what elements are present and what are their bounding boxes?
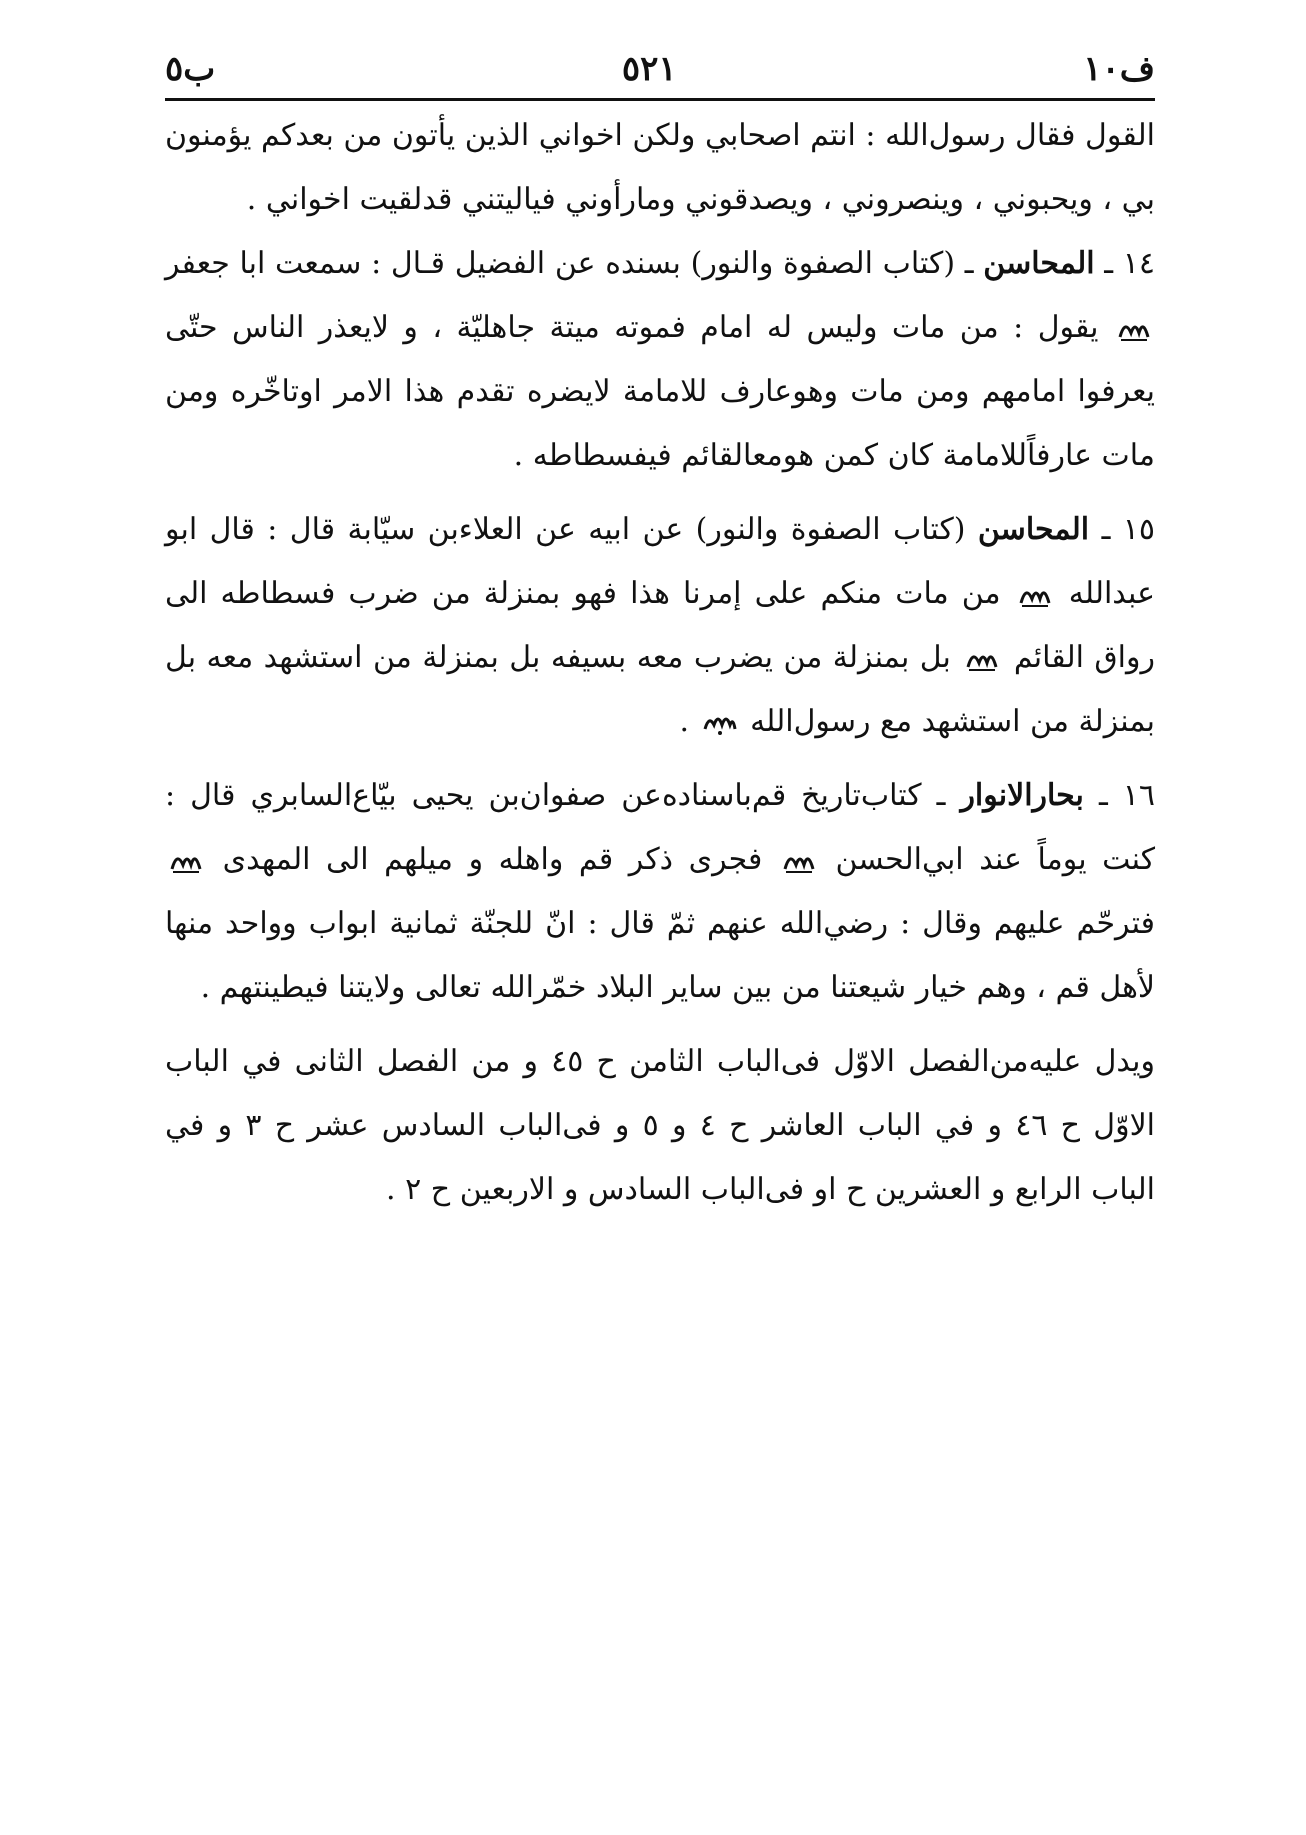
text-line: يقول : من مات وليس له امام فموته ميتة جاهليّة ، و لايعذر الناس حتّى [165, 310, 1099, 345]
page-header [165, 44, 1155, 94]
text-line: ـ (كتاب الصفوة والنور) بسنده عن الفضيل قـال : سمعت ابا [239, 246, 974, 281]
source-title: بحارالانوار [960, 778, 1084, 813]
text-line: من مات منكم على إمرنا هذا فهو بمنزلة من ضرب فسطاطه الى رواق [165, 576, 1155, 675]
paragraph-1 [165, 104, 1155, 232]
text-line: يعرفوا امامهم ومن مات وهوعارف للامامة لايضره تقدم هذا الامر اوتاخّره ومن مات [165, 374, 1155, 473]
text-line: فترحّم عليهم وقال : رضي‌الله عنهم ثمّ قال : انّ للجنّة ثمانية ابواب وواحد منها لأهل [165, 906, 1155, 1005]
text-line: ابو عبدالله [165, 512, 1155, 611]
text-line: استشهد مع رسول‌الله [750, 704, 1021, 739]
paragraph-15 [165, 498, 1155, 754]
header-left-code: ب٥ [165, 49, 216, 89]
text-line: قال : كنت يوماً عند ابي‌الحسن [165, 778, 1155, 877]
source-title: المحاسن [977, 512, 1090, 547]
hadith-number: ١٥ ـ [1101, 512, 1155, 547]
paragraph-references [165, 1030, 1155, 1222]
honorific-ligature-icon [965, 645, 999, 673]
text-line: بي ، ويحبوني ، وينصروني ، ويصدقوني ومارأوني فياليتني قدلقيت اخواني . [246, 182, 1155, 217]
paragraph-14 [165, 232, 1155, 488]
text-line: قم ، وهم خيار شيعتنا من بين ساير البلاد خمّرالله تعالى ولايتنا فيطينتهم . [200, 970, 1090, 1005]
paragraph-16 [165, 764, 1155, 1020]
text-line: ـ كتاب‌تاريخ قم‌باسناده‌عن صفوان‌بن يحيى بيّاع‌السابري [250, 778, 946, 813]
hadith-number: ١٦ ـ [1098, 778, 1155, 813]
honorific-ligature-icon [1117, 315, 1151, 343]
text-line: عارفاًللامامة كان كمن هومعالقائم فيفسطاطه . [513, 438, 1092, 473]
text-line: جعفر [165, 246, 230, 281]
hadith-number: ١٤ ـ [1104, 246, 1156, 281]
honorific-ligature-icon [169, 847, 203, 875]
body-text [165, 104, 1155, 1222]
text-line: فجرى ذكر قم واهله و ميلهم الى المهدى [222, 842, 763, 877]
text-line: بل بمنزلة من يضرب معه بسيفه بل بمنزلة من استشهد معه بل بمنزلة من [165, 640, 1155, 739]
text-line: الرابع و العشرين ح او فى‌الباب السادس و الاربعين ح ٢ . [386, 1172, 1082, 1207]
text-line: الاوّل ح ٤٦ و في الباب العاشر ح ٤ و ٥ و فى‌الباب السادس عشر ح ٣ و في الباب [165, 1108, 1156, 1207]
header-rule [165, 98, 1155, 101]
prophet-honorific-icon [703, 709, 737, 737]
text-line: القائم [1013, 640, 1084, 675]
honorific-ligature-icon [782, 847, 816, 875]
text-line: (كتاب الصفوة والنور) عن ابيه عن العلاءبن سيّابة قال : قال [209, 512, 966, 547]
text-line: ويدل عليه‌من‌الفصل الاوّل فى‌الباب الثامن ح ٤٥ و من الفصل الثانى في الباب [165, 1044, 1155, 1079]
page-number: ٥٢١ [621, 49, 677, 89]
source-title: المحاسن [983, 246, 1095, 281]
header-right-code: ف١٠ [1083, 49, 1155, 89]
honorific-ligature-icon [1018, 581, 1052, 609]
text-line: القول فقال رسول‌الله : انتم اصحابي ولكن اخواني الذين يأتون من بعدكم يؤمنون [165, 118, 1155, 153]
text-line: . [679, 704, 689, 739]
